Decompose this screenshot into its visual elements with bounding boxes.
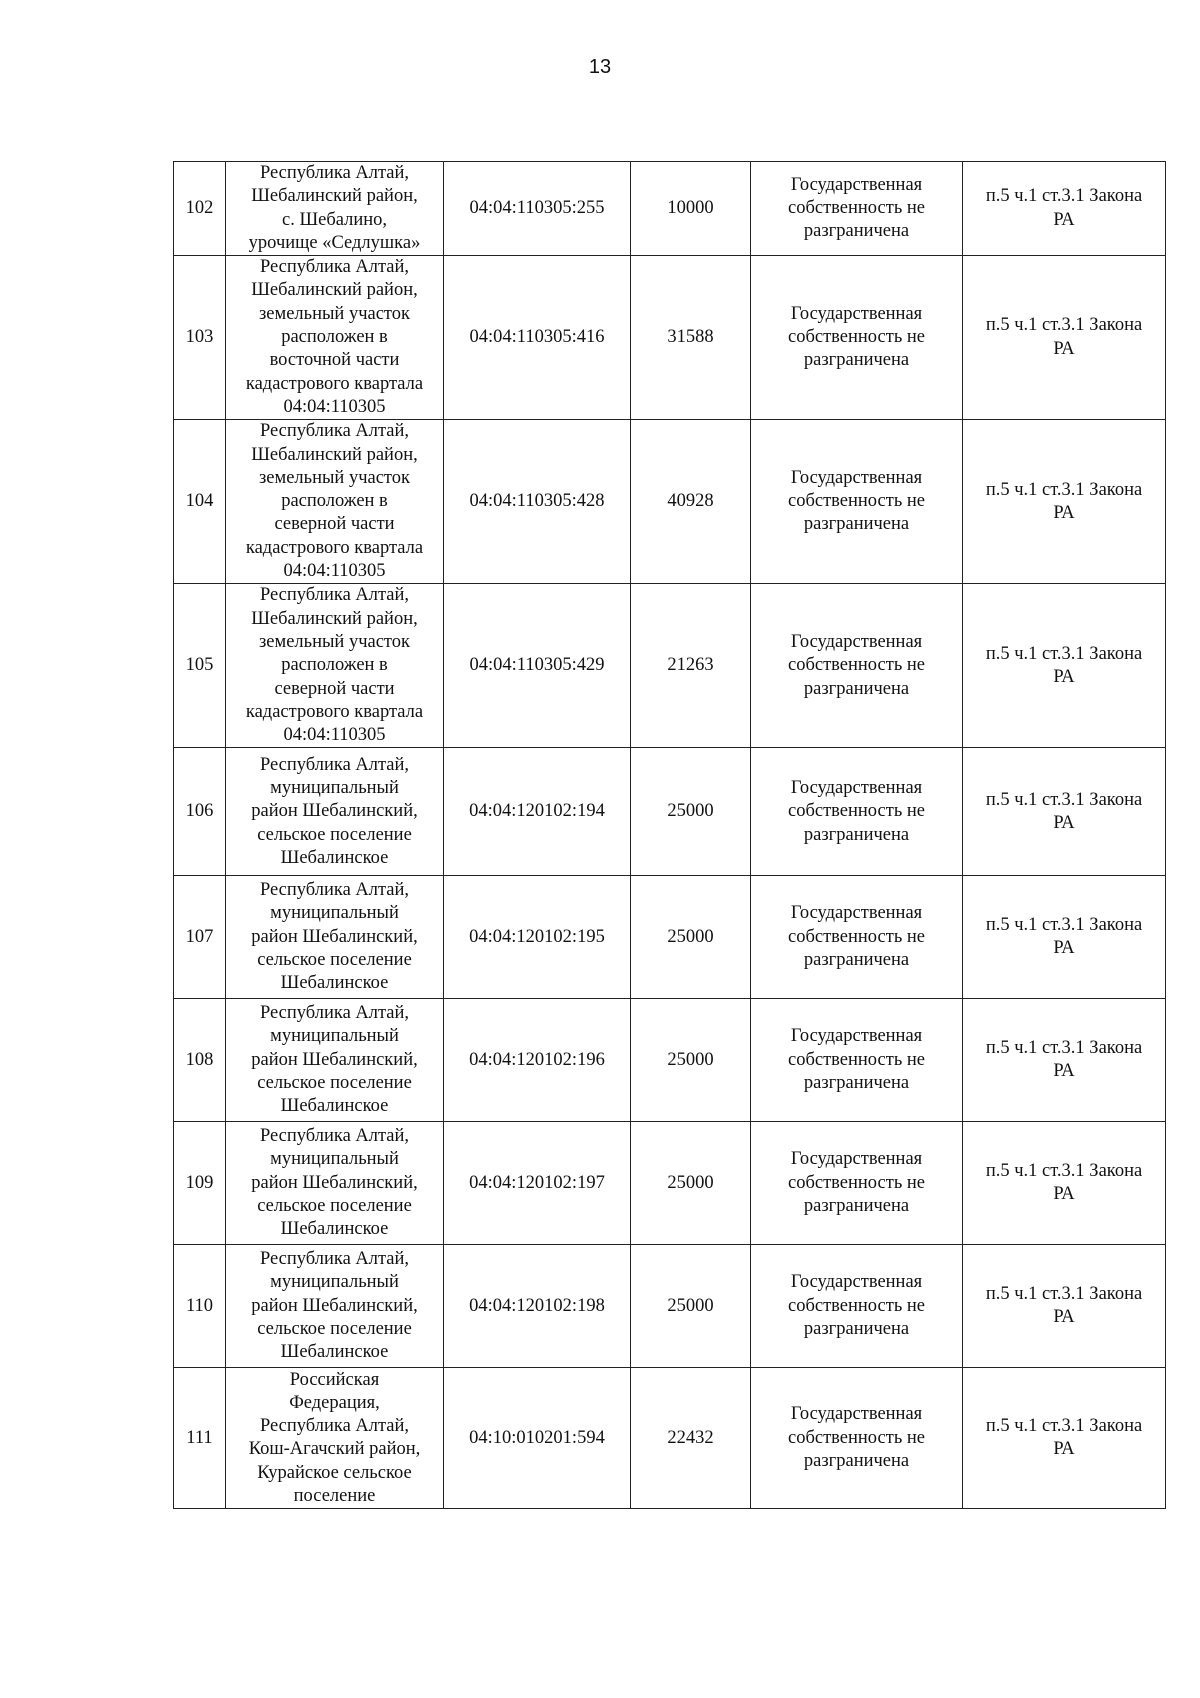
cadastral-number-cell: 04:04:120102:196: [444, 999, 631, 1122]
cadastral-number-cell: 04:04:110305:255: [444, 162, 631, 256]
table-row: [174, 999, 1166, 1122]
address-cell: [226, 584, 444, 748]
address-line: кадастрового квартала: [245, 373, 424, 394]
legal-basis-cell: [963, 999, 1166, 1122]
legal-basis-line: п.5 ч.1 ст.3.1 Закона: [985, 1161, 1143, 1182]
address-line: земельный участок: [258, 303, 411, 324]
address-line: восточной части: [269, 350, 400, 371]
address-line: Российская: [289, 1369, 380, 1390]
ownership-line: Государственная: [790, 1026, 923, 1047]
ownership-line: собственность не: [788, 197, 925, 218]
address-line: муниципальный: [270, 777, 399, 798]
ownership-line: разграничена: [803, 1073, 910, 1094]
row-number-cell: 109: [174, 1122, 226, 1245]
address-line: муниципальный: [270, 1026, 399, 1047]
row-number-cell: 111: [174, 1368, 226, 1509]
address-cell: [226, 1368, 444, 1509]
cadastral-number-cell: 04:04:110305:428: [444, 420, 631, 584]
cadastral-number-cell: 04:04:120102:198: [444, 1245, 631, 1368]
table-row: [174, 1245, 1166, 1368]
address-line: Республика Алтай,: [259, 421, 410, 442]
area-cell: 25000: [631, 1122, 751, 1245]
legal-basis-cell: [963, 162, 1166, 256]
cadastral-number-cell: 04:04:120102:195: [444, 876, 631, 999]
address-cell: [226, 748, 444, 876]
legal-basis-cell: [963, 256, 1166, 420]
legal-basis-line: п.5 ч.1 ст.3.1 Закона: [985, 789, 1143, 810]
ownership-line: Государственная: [790, 903, 923, 924]
area-cell: 25000: [631, 876, 751, 999]
ownership-line: собственность не: [788, 1295, 925, 1316]
address-line: муниципальный: [270, 1149, 399, 1170]
table-row: [174, 876, 1166, 999]
legal-basis-cell: [963, 748, 1166, 876]
table-row: [174, 1122, 1166, 1245]
address-line: Республика Алтай,: [259, 1003, 410, 1024]
address-line: Республика Алтай,: [259, 754, 410, 775]
row-number-cell: 110: [174, 1245, 226, 1368]
ownership-line: Государственная: [790, 631, 923, 652]
address-line: Шебалинское: [280, 1096, 389, 1117]
ownership-line: разграничена: [803, 1319, 910, 1340]
legal-basis-line: РА: [1053, 338, 1075, 359]
ownership-cell: [751, 876, 963, 999]
row-number-cell: 106: [174, 748, 226, 876]
ownership-line: собственность не: [788, 655, 925, 676]
address-line: Республика Алтай,: [259, 585, 410, 606]
area-cell: 25000: [631, 748, 751, 876]
table-row: [174, 584, 1166, 748]
ownership-line: Государственная: [790, 174, 923, 195]
row-number-cell: 104: [174, 420, 226, 584]
address-line: Шебалинское: [280, 1219, 389, 1240]
table-row: [174, 748, 1166, 876]
legal-basis-line: РА: [1053, 666, 1075, 687]
cadastral-number-cell: 04:04:110305:429: [444, 584, 631, 748]
address-line: Федерация,: [289, 1392, 380, 1413]
ownership-line: разграничена: [803, 950, 910, 971]
cadastral-number-cell: 04:04:120102:197: [444, 1122, 631, 1245]
ownership-cell: [751, 584, 963, 748]
area-cell: 10000: [631, 162, 751, 256]
table-row: [174, 1368, 1166, 1509]
address-line: Шебалинское: [280, 973, 389, 994]
address-line: Шебалинский район,: [251, 280, 418, 301]
ownership-line: Государственная: [790, 1272, 923, 1293]
ownership-cell: [751, 1245, 963, 1368]
address-line: урочище «Седлушка»: [248, 232, 421, 253]
address-line: сельское поселение: [257, 950, 412, 971]
address-line: Шебалинское: [280, 1342, 389, 1363]
cadastral-number-cell: 04:04:120102:194: [444, 748, 631, 876]
legal-basis-line: РА: [1053, 812, 1075, 833]
address-cell: [226, 876, 444, 999]
table-row: [174, 162, 1166, 256]
ownership-cell: [751, 999, 963, 1122]
ownership-cell: [751, 1122, 963, 1245]
legal-basis-line: п.5 ч.1 ст.3.1 Закона: [985, 186, 1143, 207]
legal-basis-line: п.5 ч.1 ст.3.1 Закона: [985, 1038, 1143, 1059]
table-row: [174, 256, 1166, 420]
ownership-line: разграничена: [803, 221, 910, 242]
area-cell: 25000: [631, 999, 751, 1122]
page-number: 13: [588, 56, 612, 78]
address-line: Республика Алтай,: [259, 257, 410, 278]
legal-basis-cell: [963, 876, 1166, 999]
ownership-line: разграничена: [803, 678, 910, 699]
legal-basis-line: п.5 ч.1 ст.3.1 Закона: [985, 1416, 1143, 1437]
address-line: Шебалинский район,: [251, 444, 418, 465]
legal-basis-line: п.5 ч.1 ст.3.1 Закона: [985, 1284, 1143, 1305]
address-line: расположен в: [281, 655, 388, 676]
legal-basis-line: РА: [1053, 1307, 1075, 1328]
legal-basis-line: РА: [1053, 1061, 1075, 1082]
legal-basis-cell: [963, 1368, 1166, 1509]
address-line: район Шебалинский,: [251, 1295, 418, 1316]
ownership-line: разграничена: [803, 514, 910, 535]
address-line: сельское поселение: [257, 1319, 412, 1340]
address-line: поселение: [293, 1486, 376, 1507]
ownership-line: Государственная: [790, 1149, 923, 1170]
ownership-cell: [751, 162, 963, 256]
ownership-cell: [751, 1368, 963, 1509]
address-line: Республика Алтай,: [259, 163, 410, 183]
legal-basis-line: п.5 ч.1 ст.3.1 Закона: [985, 479, 1143, 500]
address-line: сельское поселение: [257, 824, 412, 845]
address-line: расположен в: [281, 491, 388, 512]
legal-basis-cell: [963, 1245, 1166, 1368]
ownership-line: Государственная: [790, 303, 923, 324]
area-cell: 40928: [631, 420, 751, 584]
address-line: муниципальный: [270, 1272, 399, 1293]
legal-basis-cell: [963, 420, 1166, 584]
address-line: Курайское сельское: [257, 1462, 412, 1483]
address-cell: [226, 1245, 444, 1368]
legal-basis-line: РА: [1053, 502, 1075, 523]
address-line: 04:04:110305: [283, 725, 386, 746]
area-cell: 31588: [631, 256, 751, 420]
cadastral-number-cell: 04:04:110305:416: [444, 256, 631, 420]
address-line: с. Шебалино,: [281, 209, 388, 230]
row-number-cell: 102: [174, 162, 226, 256]
address-cell: [226, 999, 444, 1122]
address-cell: [226, 256, 444, 420]
address-line: муниципальный: [270, 903, 399, 924]
address-line: 04:04:110305: [283, 561, 386, 582]
address-line: сельское поселение: [257, 1196, 412, 1217]
address-line: район Шебалинский,: [251, 1172, 418, 1193]
ownership-cell: [751, 420, 963, 584]
address-line: Республика Алтай,: [259, 1249, 410, 1270]
address-line: 04:04:110305: [283, 396, 386, 417]
ownership-line: собственность не: [788, 926, 925, 947]
ownership-cell: [751, 748, 963, 876]
address-line: Шебалинский район,: [251, 608, 418, 629]
row-number-cell: 107: [174, 876, 226, 999]
land-plots-table: [173, 161, 1166, 1509]
legal-basis-cell: [963, 584, 1166, 748]
area-cell: 21263: [631, 584, 751, 748]
ownership-line: собственность не: [788, 801, 925, 822]
legal-basis-line: РА: [1053, 1439, 1075, 1460]
address-line: Кош-Агачский район,: [248, 1439, 421, 1460]
row-number-cell: 105: [174, 584, 226, 748]
ownership-line: собственность не: [788, 1049, 925, 1070]
address-line: Республика Алтай,: [259, 880, 410, 901]
ownership-line: разграничена: [803, 1196, 910, 1217]
ownership-line: собственность не: [788, 1427, 925, 1448]
legal-basis-line: п.5 ч.1 ст.3.1 Закона: [985, 643, 1143, 664]
ownership-line: собственность не: [788, 327, 925, 348]
legal-basis-line: РА: [1053, 209, 1075, 230]
cadastral-number-cell: 04:10:010201:594: [444, 1368, 631, 1509]
address-line: северной части: [274, 514, 395, 535]
address-cell: [226, 162, 444, 256]
row-number-cell: 103: [174, 256, 226, 420]
legal-basis-cell: [963, 1122, 1166, 1245]
legal-basis-line: п.5 ч.1 ст.3.1 Закона: [985, 915, 1143, 936]
ownership-line: разграничена: [803, 350, 910, 371]
ownership-line: Государственная: [790, 467, 923, 488]
ownership-line: Государственная: [790, 1404, 923, 1425]
ownership-cell: [751, 256, 963, 420]
ownership-line: разграничена: [803, 1451, 910, 1472]
legal-basis-line: п.5 ч.1 ст.3.1 Закона: [985, 315, 1143, 336]
address-line: земельный участок: [258, 631, 411, 652]
table-body: [174, 162, 1166, 1509]
address-line: Республика Алтай,: [259, 1126, 410, 1147]
area-cell: 25000: [631, 1245, 751, 1368]
address-line: Шебалинское: [280, 847, 389, 868]
legal-basis-line: РА: [1053, 1184, 1075, 1205]
address-line: кадастрового квартала: [245, 537, 424, 558]
area-cell: 22432: [631, 1368, 751, 1509]
address-line: сельское поселение: [257, 1073, 412, 1094]
address-line: северной части: [274, 678, 395, 699]
address-line: район Шебалинский,: [251, 801, 418, 822]
address-cell: [226, 420, 444, 584]
address-line: район Шебалинский,: [251, 1049, 418, 1070]
address-line: земельный участок: [258, 467, 411, 488]
address-line: кадастрового квартала: [245, 701, 424, 722]
ownership-line: собственность не: [788, 491, 925, 512]
ownership-line: разграничена: [803, 824, 910, 845]
ownership-line: собственность не: [788, 1172, 925, 1193]
ownership-line: Государственная: [790, 777, 923, 798]
address-line: Шебалинский район,: [251, 186, 418, 207]
address-cell: [226, 1122, 444, 1245]
legal-basis-line: РА: [1053, 938, 1075, 959]
address-line: Республика Алтай,: [259, 1416, 410, 1437]
address-line: район Шебалинский,: [251, 926, 418, 947]
address-line: расположен в: [281, 327, 388, 348]
row-number-cell: 108: [174, 999, 226, 1122]
table-row: [174, 420, 1166, 584]
